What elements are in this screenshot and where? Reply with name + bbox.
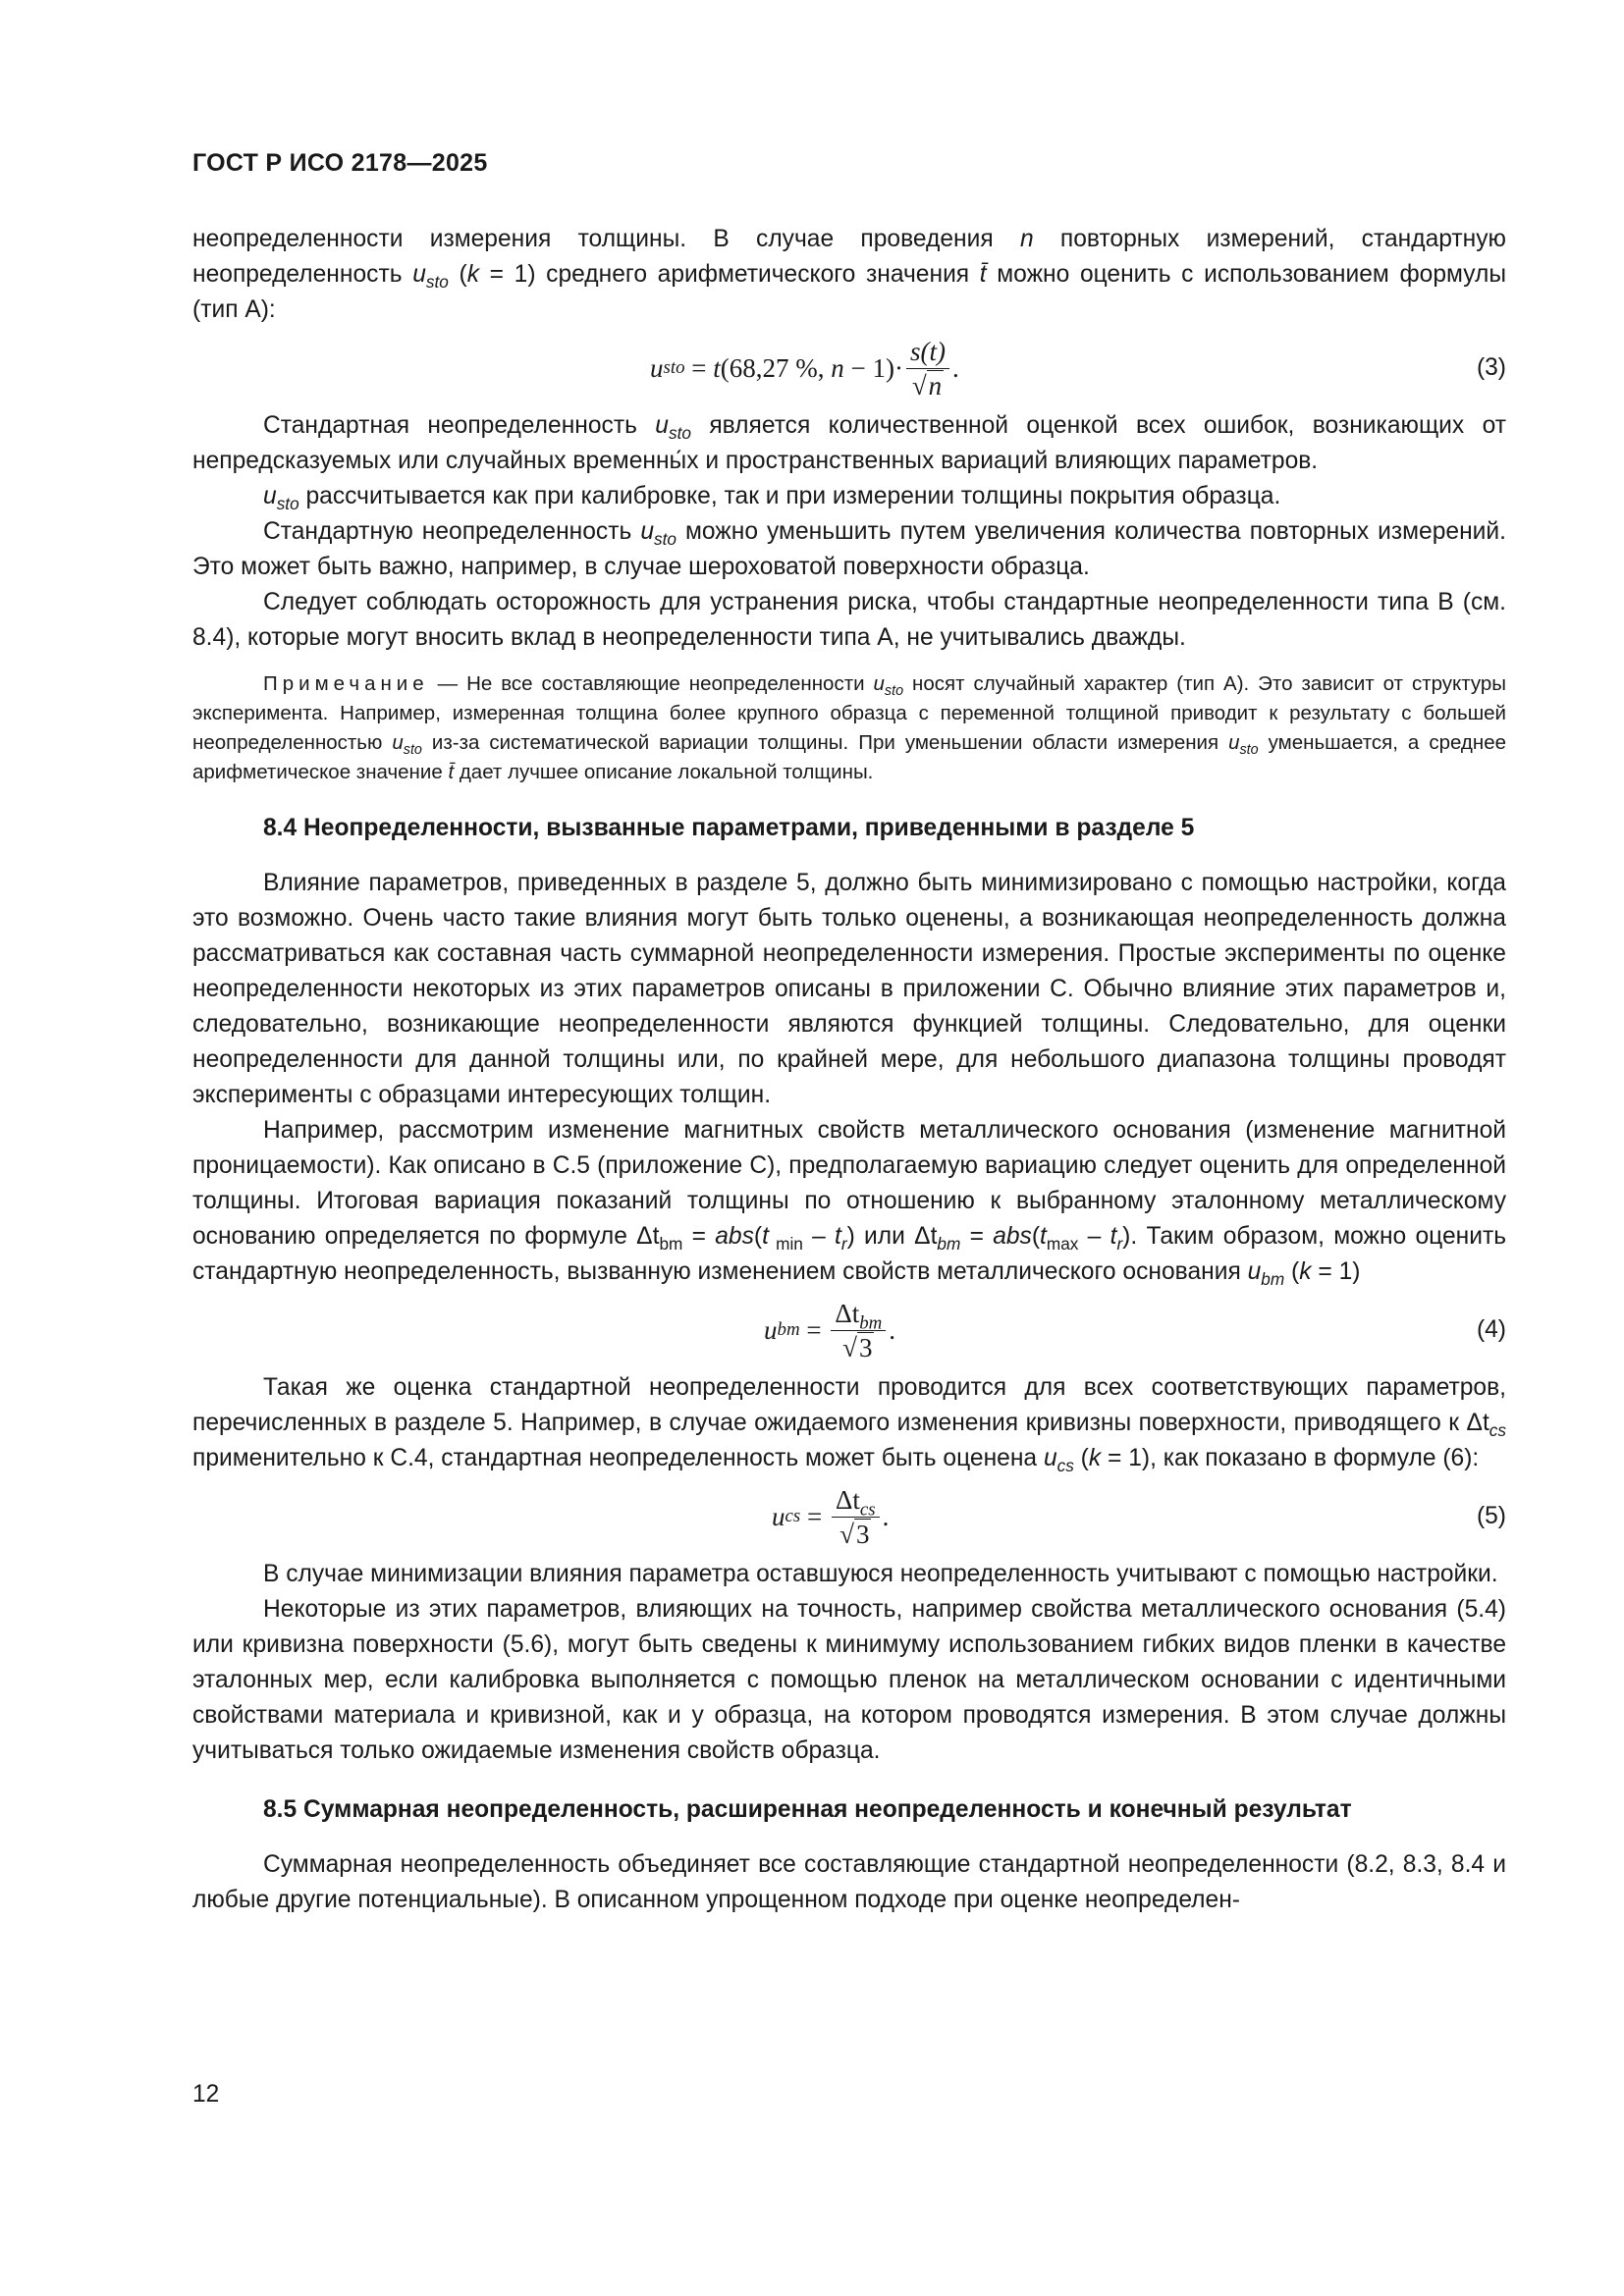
text-run: уменьшается, а среднее арифметическое значение xyxy=(192,731,1507,783)
numerator: s(t) xyxy=(910,336,946,366)
var-u: u xyxy=(1247,1258,1262,1285)
paragraph xyxy=(192,408,1506,479)
subscript-sto: sto xyxy=(654,529,677,550)
text-run: из-за систематической вариации толщины. При уменьшении области измерения xyxy=(421,731,1229,754)
subscript: bm xyxy=(659,1234,683,1255)
subscript-r: r xyxy=(1116,1234,1123,1255)
intro-paragraph xyxy=(192,222,1506,328)
formula-5-body xyxy=(772,1476,889,1557)
formula-args: − 1)· xyxy=(843,353,903,383)
paragraph: Суммарная неопределенность объединяет все составляющие стандартной неопределенности (8.2, 8.3, 8.4 и любые другие потенциальные). В описанном упрощенном подходе при оценке неопределен- xyxy=(192,1851,1506,1913)
formula-dot: . xyxy=(952,353,959,383)
paragraph: В случае минимизации влияния параметра оставшуюся неопределенность учитывают с помощью настройки. xyxy=(263,1561,1498,1587)
numerator: Δt xyxy=(835,1298,860,1328)
equals-sign: = xyxy=(960,1223,994,1250)
formula-args: (68,27 %, xyxy=(720,353,832,383)
var-u: u xyxy=(873,672,885,695)
text-run: Стандартную неопределенность xyxy=(263,518,641,545)
text-run: ). Таким образом, можно оценить стандартную неопределенность, вызванную изменением свойств металлического основания xyxy=(192,1223,1507,1285)
formula-dot: . xyxy=(889,1315,896,1345)
var-n: n xyxy=(1019,226,1034,252)
delta-t: Δt xyxy=(636,1223,660,1250)
text-run: можно уменьшить путем увеличения количества повторных измерений. Это может быть важно, например, в случае шероховатой поверхности образца. xyxy=(192,518,1506,580)
fraction: $\frac{\Delta t_{cs}}{√3}$ xyxy=(832,1484,880,1550)
subscript-sto: sto xyxy=(884,683,904,700)
var-n: n xyxy=(831,353,844,383)
var-tbar: t̄ xyxy=(979,261,987,288)
document-header: ГОСТ Р ИСО 2178—2025 xyxy=(192,149,488,177)
var-t: t xyxy=(762,1223,769,1250)
fraction: $\frac{\Delta t_{bm}}{√3}$ xyxy=(831,1298,886,1363)
page-number: 12 xyxy=(192,2081,220,2108)
abs-function: abs xyxy=(993,1223,1032,1250)
formula-4 xyxy=(192,1290,1506,1370)
delta-t: Δt xyxy=(914,1223,938,1250)
formula-5 xyxy=(192,1476,1506,1557)
subscript: min xyxy=(768,1234,803,1255)
page-content xyxy=(192,222,1506,1918)
formula-dot: . xyxy=(882,1502,890,1531)
text-run: является количественной оценкой всех ошибок, возникающих от непредсказуемых или случайных временны́х и пространственных вариаций влияющих параметров. xyxy=(192,412,1506,474)
formula-number: (4) xyxy=(1476,1316,1506,1343)
subscript-cs: cs xyxy=(1489,1420,1506,1441)
subscript-sto: sto xyxy=(276,494,299,514)
subscript-sto: sto xyxy=(403,742,422,759)
equals-sign: = xyxy=(682,1223,716,1250)
subscript-cs: cs xyxy=(785,1506,801,1526)
paragraph xyxy=(192,1113,1506,1290)
text-run: Следует соблюдать осторожность для устранения риска, чтобы стандартные неопределенности типа В (см. 8.4), которые могут вносить вклад в неопределенности типа А, не учитывались дважды. xyxy=(192,589,1506,651)
var-k: k xyxy=(1088,1445,1102,1471)
note-label: Примечание xyxy=(263,672,429,695)
text-run: Стандартная неопределенность xyxy=(263,412,656,439)
var-u: u xyxy=(392,731,404,754)
paragraph xyxy=(192,514,1506,585)
var-u: u xyxy=(412,261,426,288)
numerator: Δt xyxy=(835,1484,860,1515)
text-run: ( xyxy=(448,261,467,288)
minus-sign: – xyxy=(802,1223,836,1250)
subscript-sto: sto xyxy=(668,423,691,444)
subscript-sto: sto xyxy=(425,272,449,293)
paren: ( xyxy=(1031,1223,1041,1250)
paragraph xyxy=(192,1370,1506,1476)
subscript-r: r xyxy=(840,1234,847,1255)
var-k: k xyxy=(1299,1258,1312,1285)
denominator: 3 xyxy=(855,1519,870,1549)
text-run: = 1), как показано в формуле (6): xyxy=(1101,1445,1480,1471)
text-run: ) или xyxy=(846,1223,915,1250)
equals-sign: = xyxy=(684,353,714,383)
var-t: t xyxy=(835,1223,841,1250)
text-run: Например, рассмотрим изменение магнитных свойств металлического основания (изменение магнитной проницаемости). Как описано в С.5 (приложение С), предполагаемую вариацию следует оценить для определенной толщины. Итоговая вариация показаний толщины по отношению к выбранному эталонному металлическому основанию определяется по формуле xyxy=(192,1117,1506,1250)
subscript-bm: bm xyxy=(777,1319,800,1340)
var-u: u xyxy=(650,353,664,383)
var-u: u xyxy=(640,518,654,545)
text-run: повторных измерений, стандартную неопределенность xyxy=(192,226,1506,288)
paren: ( xyxy=(753,1223,763,1250)
text-run: ( xyxy=(1284,1258,1300,1285)
paragraph xyxy=(192,585,1506,656)
text-run: — Не все составляющие неопределенности xyxy=(428,672,874,695)
text-run: применительно к С.4, стандартная неопределенность может быть оценена xyxy=(192,1445,1044,1471)
subscript-cs: cs xyxy=(1056,1456,1074,1476)
paragraph xyxy=(192,479,1506,514)
formula-number: (5) xyxy=(1476,1503,1506,1529)
text-run: рассчитывается как при калибровке, так и при измерении толщины покрытия образца. xyxy=(298,483,1281,509)
subscript-bm: bm xyxy=(1261,1269,1285,1290)
text-run: можно оценить с использованием формулы (тип А): xyxy=(192,261,1507,323)
formula-number: (3) xyxy=(1476,354,1506,381)
section-heading-8-5: 8.5 Суммарная неопределенность, расширенная неопределенность и конечный результат xyxy=(263,1796,1352,1823)
formula-4-body xyxy=(764,1290,895,1370)
equals-sign: = xyxy=(800,1502,829,1531)
text-run: ( xyxy=(1073,1445,1089,1471)
text-run: Такая же оценка стандартной неопределенности проводится для всех соответствующих параметров, перечисленных в разделе 5. Например, в случае ожидаемого изменения кривизны поверхности, приводящего к xyxy=(192,1374,1506,1436)
var-k: k xyxy=(466,261,479,288)
var-t: t xyxy=(1110,1223,1117,1250)
section-heading-8-4: 8.4 Неопределенности, вызванные параметрами, приведенными в разделе 5 xyxy=(263,815,1195,841)
var-u: u xyxy=(1228,731,1240,754)
text-run: носят случайный характер (тип А). Это зависит от структуры эксперимента. Например, измеренная толщина более крупного образца с переменной толщиной приводит к результату с большей неопределенностью xyxy=(192,672,1506,754)
formula-3 xyxy=(192,328,1506,408)
subscript: bm xyxy=(937,1234,961,1255)
text-run: дает лучшее описание локальной толщины. xyxy=(454,761,874,783)
var-t: t xyxy=(1040,1223,1047,1250)
var-u: u xyxy=(263,483,277,509)
fraction: $\frac{s(t)}{√n}$ xyxy=(906,336,949,401)
delta-t: Δt xyxy=(1466,1410,1489,1436)
subscript: max xyxy=(1046,1234,1079,1255)
paragraph: Некоторые из этих параметров, влияющих на точность, например свойства металлического основания (5.4) или кривизна поверхности (5.6), могут быть сведены к минимуму использованием гибких видов пленки в качестве эталонных мер, если калибровка выполняется с помощью пленок на металлическом основании с идентичными свойствами материала и кривизной, как и у образца, на котором проводятся измерения. В этом случае должны учитываться только ожидаемые изменения свойств образца. xyxy=(192,1596,1506,1764)
formula-3-body xyxy=(650,328,959,408)
note-paragraph xyxy=(192,669,1506,787)
text-run: неопределенности измерения толщины. В случае проведения xyxy=(192,226,1020,252)
paragraph: Влияние параметров, приведенных в разделе 5, должно быть минимизировано с помощью настройки, когда это возможно. Очень часто такие влияния могут быть только оценены, а возникающая неопределенность должна рассматриваться как составная часть суммарной неопределенности измерения. Простые эксперименты по оценке неопределенности некоторых из этих параметров описаны в приложении С. Обычно влияние этих параметров и, следовательно, возникающие неопределенности являются функцией толщины. Следовательно, для оценки неопределенности для данной толщины или, по крайней мере, для небольшого диапазона толщины проводят эксперименты с образцами интересующих толщин. xyxy=(192,870,1506,1108)
var-u: u xyxy=(1043,1445,1057,1471)
minus-sign: – xyxy=(1078,1223,1110,1250)
var-u: u xyxy=(764,1315,778,1345)
subscript-bm: bm xyxy=(859,1312,883,1334)
var-u: u xyxy=(655,412,669,439)
var-t: t xyxy=(713,353,721,383)
var-u: u xyxy=(772,1502,785,1531)
var-tbar: t̄ xyxy=(448,761,455,783)
text-run: = 1) среднего арифметического значения xyxy=(479,261,980,288)
subscript-sto: sto xyxy=(1239,742,1259,759)
subscript-cs: cs xyxy=(859,1499,876,1521)
abs-function: abs xyxy=(715,1223,754,1250)
denominator: n xyxy=(928,370,943,400)
text-run: = 1) xyxy=(1311,1258,1361,1285)
equals-sign: = xyxy=(799,1315,829,1345)
subscript-sto: sto xyxy=(663,357,685,378)
denominator: 3 xyxy=(858,1332,873,1362)
